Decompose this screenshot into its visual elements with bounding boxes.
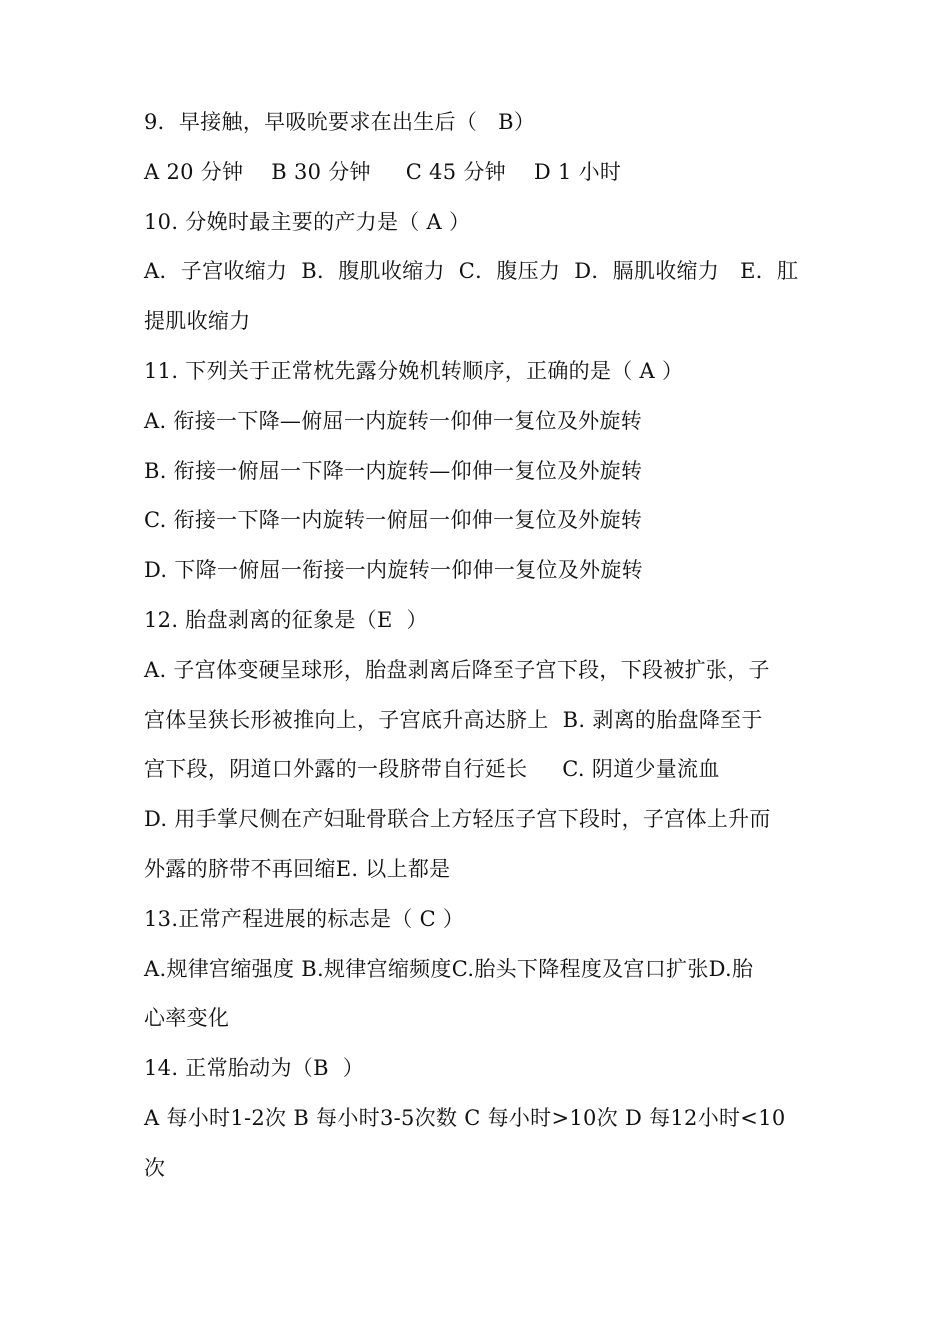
question-10-options: A．子宫收缩力 B．腹肌收缩力 C．腹压力 D．膈肌收缩力 E．肛 xyxy=(144,259,799,284)
question-12-options-line-5: 外露的脐带不再回缩E. 以上都是 xyxy=(144,856,451,881)
question-12-stem: 12. 胎盘剥离的征象是（E ） xyxy=(144,607,428,632)
question-13-options: A.规律宫缩强度 B.规律宫缩频度C.胎头下降程度及宫口扩张D.胎 xyxy=(144,956,754,981)
question-13-options-cont: 心率变化 xyxy=(144,1006,230,1031)
question-12-options-line-4: D. 用手掌尺侧在产妇耻骨联合上方轻压子宫下段时，子宫体上升而 xyxy=(144,807,771,832)
question-14-options: A 每小时1-2次 B 每小时3-5次数 C 每小时>10次 D 每12小时<10 xyxy=(144,1105,786,1130)
question-11-option-c: C. 衔接一下降一内旋转一俯屈一仰伸一复位及外旋转 xyxy=(144,508,643,533)
question-10-stem: 10. 分娩时最主要的产力是（ A ） xyxy=(144,209,471,234)
question-14-options-cont: 次 xyxy=(144,1155,166,1180)
question-14-stem: 14. 正常胎动为（B ） xyxy=(144,1056,365,1081)
question-9-options: A 20 分钟 B 30 分钟 C 45 分钟 D 1 小时 xyxy=(144,159,622,184)
document-body xyxy=(144,98,816,1194)
question-11-option-d: D. 下降一俯屈一衔接一内旋转一仰伸一复位及外旋转 xyxy=(144,558,643,583)
question-10-options-cont: 提肌收缩力 xyxy=(144,309,251,334)
question-11-stem: 11. 下列关于正常枕先露分娩机转顺序，正确的是（ A ） xyxy=(144,358,684,383)
question-11-option-b: B. 衔接一俯屈一下降一内旋转—仰伸一复位及外旋转 xyxy=(144,458,643,483)
question-11-option-a: A. 衔接一下降—俯屈一内旋转一仰伸一复位及外旋转 xyxy=(144,408,643,433)
question-12-options-line-1: A. 子宫体变硬呈球形，胎盘剥离后降至子宫下段，下段被扩张，子 xyxy=(144,657,770,682)
question-12-options-line-3: 宫下段，阴道口外露的一段脐带自行延长 C. 阴道少量流血 xyxy=(144,757,720,782)
question-13-stem: 13.正常产程进展的标志是（ C ） xyxy=(144,906,465,931)
question-12-options-line-2: 宫体呈狭长形被推向上，子宫底升高达脐上 B. 剥离的胎盘降至于 xyxy=(144,707,763,732)
question-9-stem: 9．早接触，早吸吮要求在出生后（ B） xyxy=(144,110,536,134)
